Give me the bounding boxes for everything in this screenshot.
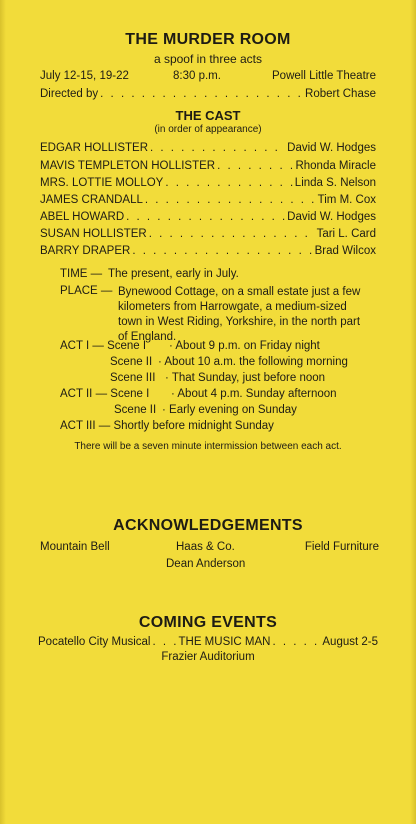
cast-row [40, 142, 376, 158]
cast-role: ABEL HOWARD [40, 211, 125, 223]
act-scene-label: ACT III — Shortly before midnight Sunday [60, 420, 274, 432]
cast-actor: Brad Wilcox [314, 245, 376, 257]
coming-events-title: COMING EVENTS [138, 614, 278, 631]
cast-row [40, 160, 376, 176]
performance-dates: July 12-15, 19-22 [40, 70, 129, 82]
place-line: of England. [118, 331, 177, 343]
cast-actor: Rhonda Miracle [295, 160, 376, 172]
play-title: THE MURDER ROOM [125, 31, 291, 48]
director-name: Robert Chase [305, 88, 376, 100]
place-label: PLACE — [60, 285, 113, 297]
act-scene-label: ACT II — Scene I [60, 388, 150, 400]
place-line: kilometers from Harrowgate, a medium-sized [118, 301, 347, 313]
cast-role: EDGAR HOLLISTER [40, 142, 148, 154]
sponsor-name: Mountain Bell [40, 541, 110, 553]
act-scene-text: · That Sunday, just before noon [165, 372, 326, 384]
leader-dots [272, 636, 320, 648]
theatre-name: Powell Little Theatre [272, 70, 376, 82]
act-scene-text: · Early evening on Sunday [162, 404, 297, 416]
cast-row [40, 177, 376, 193]
leader-dots [152, 636, 176, 648]
acknowledgements-title: ACKNOWLEDGEMENTS [113, 517, 303, 534]
performance-time: 8:30 p.m. [173, 70, 221, 82]
cast-role: JAMES CRANDALL [40, 194, 143, 206]
event-organization: Pocatello City Musical [38, 636, 151, 648]
act-scene-label: Scene II [114, 404, 157, 416]
cast-row [40, 228, 376, 244]
cast-actor: David W. Hodges [287, 142, 376, 154]
act-scene-text: · About 9 p.m. on Friday night [169, 340, 320, 352]
cast-actor: David W. Hodges [287, 211, 376, 223]
directed-by-label: Directed by [40, 88, 99, 100]
leader-dots [165, 177, 292, 189]
act-scene-label: ACT I — Scene I [60, 340, 147, 352]
director-line [40, 88, 376, 104]
act-scene-text: · About 10 a.m. the following morning [158, 356, 348, 368]
cast-title: THE CAST [175, 108, 241, 123]
leader-dots [126, 211, 285, 223]
cast-actor: Tim M. Cox [317, 194, 376, 206]
event-show: THE MUSIC MAN [178, 636, 271, 648]
cast-row [40, 245, 376, 261]
act-scene-label: Scene II [110, 356, 153, 368]
intermission-note: There will be a seven minute intermission between each act. [74, 441, 342, 452]
cast-role: BARRY DRAPER [40, 245, 131, 257]
act-scene-label: Scene III [110, 372, 156, 384]
cast-actor: Linda S. Nelson [294, 177, 376, 189]
cast-role: SUSAN HOLLISTER [40, 228, 147, 240]
place-description [118, 285, 360, 345]
leader-dots [150, 142, 285, 154]
time-text: The present, early in July. [108, 268, 239, 280]
cast-row [40, 211, 376, 227]
sponsor-name: Haas & Co. [176, 541, 235, 553]
leader-dots [149, 228, 315, 240]
leader-dots [145, 194, 316, 206]
leader-dots [132, 245, 312, 257]
place-line: town in West Riding, Yorkshire, in the north part [118, 316, 361, 328]
cast-actor: Tari L. Card [316, 228, 376, 240]
act-scene-text: · About 4 p.m. Sunday afternoon [171, 388, 337, 400]
sponsor-name: Field Furniture [304, 541, 379, 553]
place-line: Bynewood Cottage, on a small estate just a few [118, 286, 361, 298]
cast-note: (in order of appearance) [154, 124, 262, 135]
cast-row [40, 194, 376, 210]
leader-dots [217, 160, 293, 172]
event-venue: Frazier Auditorium [161, 651, 255, 663]
play-subtitle: a spoof in three acts [153, 52, 263, 66]
event-dates: August 2-5 [322, 636, 378, 648]
cast-role: MRS. LOTTIE MOLLOY [40, 177, 164, 189]
leader-dots [100, 88, 303, 100]
sponsor-name: Dean Anderson [166, 558, 246, 570]
time-label: TIME — [60, 268, 103, 280]
cast-role: MAVIS TEMPLETON HOLLISTER [40, 160, 216, 172]
event-line [38, 636, 378, 652]
